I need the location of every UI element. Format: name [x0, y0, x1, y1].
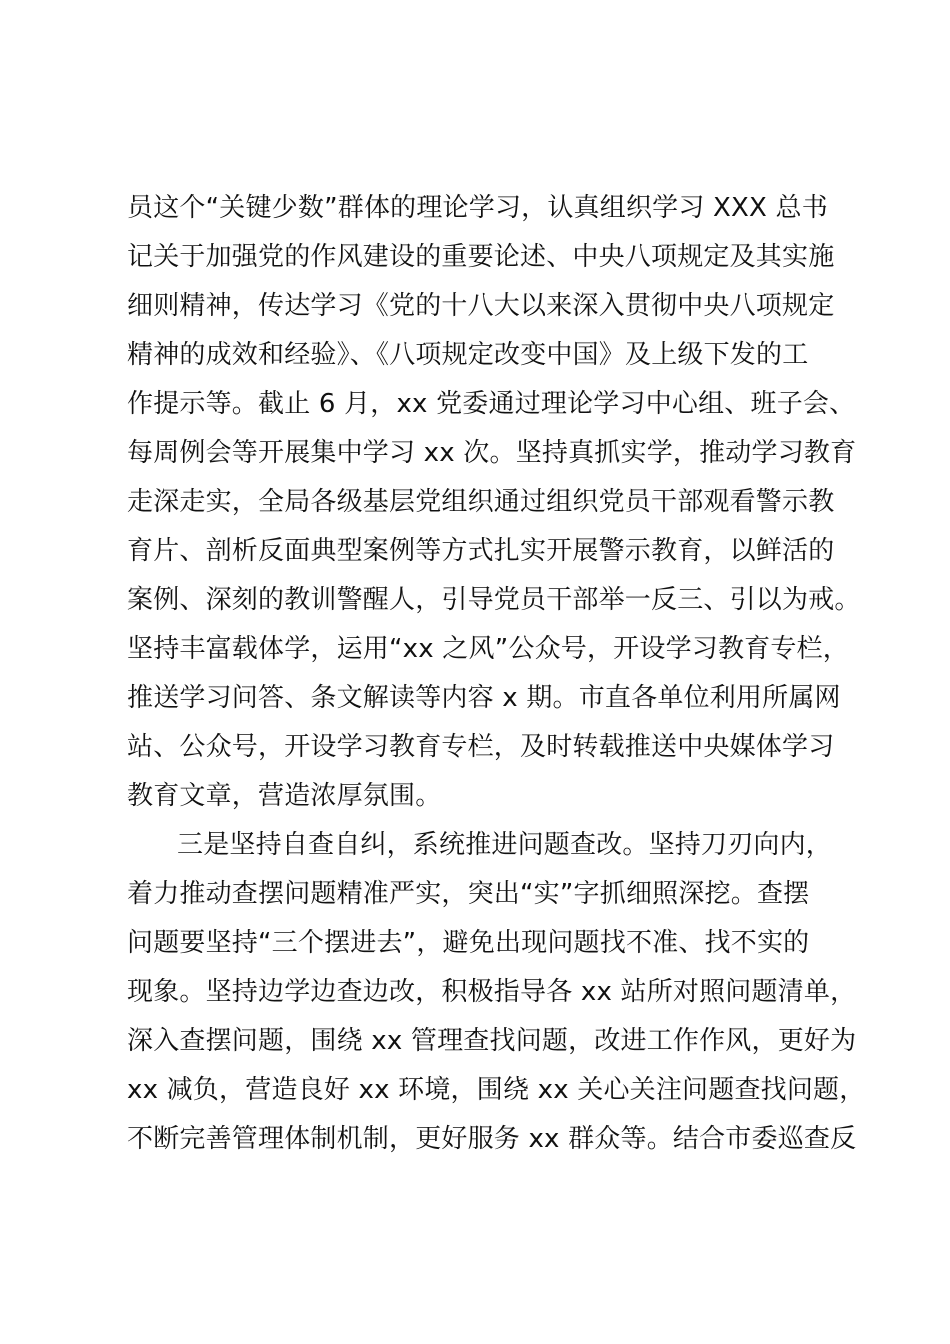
- paragraph-line: 推送学习问答、条文解读等内容 x 期。市直各单位利用所属网: [127, 683, 841, 713]
- paragraph-line: 坚持丰富载体学，运用“xx 之风”公众号，开设学习教育专栏，: [127, 634, 849, 664]
- paragraph-line: 着力推动查摆问题精准严实，突出“实”字抓细照深挖。查摆: [127, 879, 810, 909]
- document-body: [127, 184, 866, 1164]
- paragraph-line: 案例、深刻的教训警醒人，引导党员干部举一反三、引以为戒。: [127, 585, 861, 615]
- paragraph-2: [127, 821, 866, 1164]
- paragraph-line: 记关于加强党的作风建设的重要论述、中央八项规定及其实施: [127, 242, 835, 272]
- paragraph-line: 育片、剖析反面典型案例等方式扎实开展警示教育，以鲜活的: [127, 536, 835, 566]
- paragraph-line: 精神的成效和经验》、《八项规定改变中国》及上级下发的工: [127, 340, 809, 370]
- paragraph-1: [127, 184, 861, 821]
- paragraph-line: 作提示等。截止 6 月，xx 党委通过理论学习中心组、班子会、: [127, 389, 856, 419]
- paragraph-line: 细则精神，传达学习《党的十八大以来深入贯彻中央八项规定: [127, 291, 835, 321]
- paragraph-line: 三是坚持自查自纠，系统推进问题查改。坚持刀刃向内，: [177, 830, 833, 860]
- paragraph-line: 问题要坚持“三个摆进去”，避免出现问题找不准、找不实的: [127, 928, 810, 958]
- paragraph-line: 不断完善管理体制机制，更好服务 xx 群众等。结合市委巡查反: [127, 1124, 857, 1154]
- paragraph-line: 站、公众号，开设学习教育专栏，及时转载推送中央媒体学习: [127, 732, 835, 762]
- paragraph-line: 走深走实，全局各级基层党组织通过组织党员干部观看警示教: [127, 487, 835, 517]
- paragraph-line: 员这个“关键少数”群体的理论学习，认真组织学习 XXX 总书: [127, 193, 828, 223]
- paragraph-line: 现象。坚持边学边查边改，积极指导各 xx 站所对照问题清单，: [127, 977, 857, 1007]
- paragraph-line: 每周例会等开展集中学习 xx 次。坚持真抓实学，推动学习教育: [127, 438, 857, 468]
- paragraph-line: xx 减负，营造良好 xx 环境，围绕 xx 关心关注问题查找问题，: [127, 1075, 866, 1105]
- paragraph-line: 深入查摆问题，围绕 xx 管理查找问题，改进工作作风，更好为: [127, 1026, 857, 1056]
- paragraph-line: 教育文章，营造浓厚氛围。: [127, 781, 442, 811]
